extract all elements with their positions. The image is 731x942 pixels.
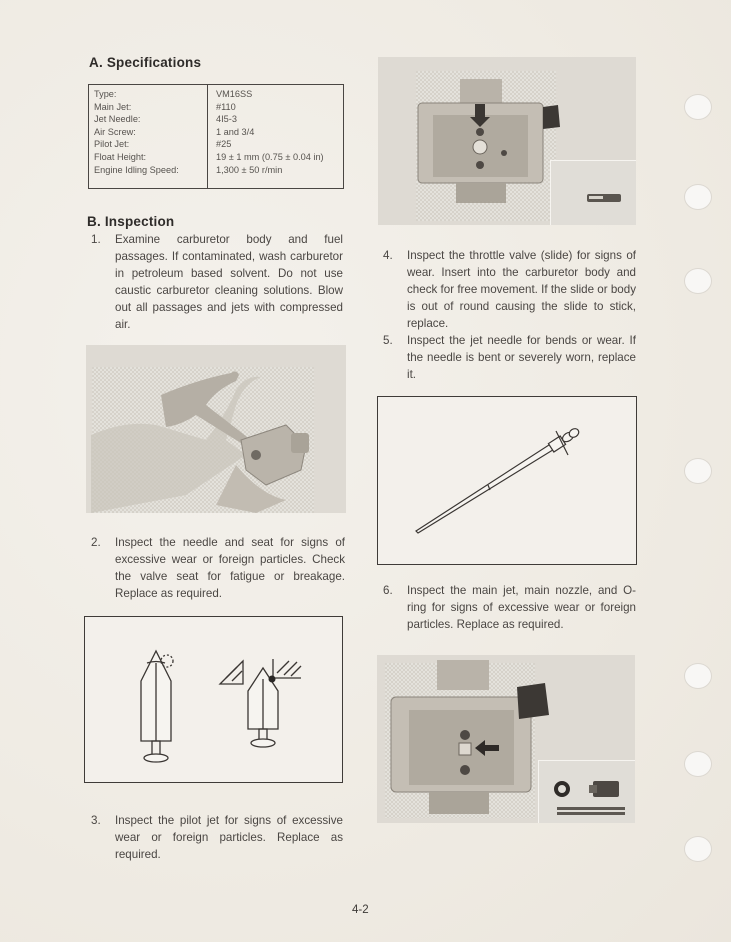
step-number: 2. (91, 536, 101, 549)
inspection-step-1 (91, 232, 343, 333)
binder-hole (684, 184, 712, 210)
cleaning-carburetor-photo (86, 345, 346, 513)
spec-value: 19 ± 1 mm (0.75 ± 0.04 in) (216, 151, 324, 162)
spec-value: #25 (216, 139, 232, 150)
needle-and-seat-diagram (84, 616, 343, 783)
pilot-jet-part (551, 161, 636, 225)
inspection-step-6 (383, 583, 636, 634)
step-number: 4. (383, 249, 393, 262)
inspection-step-2 (91, 535, 345, 603)
inspection-step-3 (91, 813, 343, 864)
section-a-heading: A. Specifications (89, 55, 202, 70)
jet-needle-diagram (377, 396, 637, 565)
binder-hole (684, 458, 712, 484)
spec-value: 1,300 ± 50 r/min (216, 164, 283, 175)
inspection-step-4 (383, 248, 636, 333)
spec-labels-column (89, 85, 208, 188)
spec-label: Pilot Jet: (94, 139, 130, 150)
step-text: Inspect the throttle valve (slide) for signs of wear. Insert into the carburetor body and check for free movement. If the slide or body is out of round causing the slide to stick, replace. (407, 249, 636, 330)
binder-hole (684, 836, 712, 862)
spec-label: Jet Needle: (94, 114, 141, 125)
spec-value: #110 (216, 101, 236, 112)
step-number: 6. (383, 584, 393, 597)
main-jet-parts-inset (538, 760, 635, 823)
spec-label: Air Screw: (94, 126, 136, 137)
binder-hole (684, 751, 712, 777)
spec-label: Engine Idling Speed: (94, 164, 179, 175)
step-text: Inspect the needle and seat for signs of excessive wear or foreign particles. Check the valve seat for fatigue or breakage. Replace as required. (115, 536, 345, 600)
binder-hole (684, 268, 712, 294)
spec-value: VM16SS (216, 89, 253, 99)
step-text: Inspect the jet needle for bends or wear. If the needle is bent or severely worn, replace it. (407, 334, 636, 381)
spec-values-column (208, 85, 324, 188)
main-jet-oring-nozzle-parts (539, 761, 635, 823)
section-b-heading: B. Inspection (87, 214, 175, 229)
step-text: Inspect the main jet, main nozzle, and O-ring for signs of excessive wear or foreign particles. Replace as required. (407, 584, 636, 631)
step-number: 1. (91, 233, 101, 246)
spec-value: 1 and 3/4 (216, 126, 255, 137)
main-jet-nozzle-photo (377, 655, 635, 823)
step-text: Examine carburetor body and fuel passages. If contaminated, wash carburetor in petroleum based solvent. Do not use caustic carburetor cleaning solutions. Blow out all passages and jets with compressed air. (115, 233, 343, 331)
step-number: 5. (383, 334, 393, 347)
step-number: 3. (91, 814, 101, 827)
needle-and-seat-drawing (85, 617, 341, 781)
air-gun-and-carburetor-illustration (86, 345, 346, 513)
pilot-jet-inset (550, 160, 636, 225)
spec-label: Type: (94, 89, 117, 99)
specifications-table (88, 84, 344, 189)
spec-label: Main Jet: (94, 101, 132, 112)
binder-hole (684, 663, 712, 689)
spec-label: Float Height: (94, 151, 147, 162)
spec-value: 4I5-3 (216, 114, 237, 125)
inspection-step-5 (383, 333, 636, 384)
page-number: 4-2 (352, 904, 369, 916)
step-text: Inspect the pilot jet for signs of excessive wear or foreign particles. Replace as required. (115, 814, 343, 861)
binder-hole (684, 94, 712, 120)
jet-needle-drawing (378, 397, 635, 563)
carburetor-body-photo (378, 57, 636, 225)
